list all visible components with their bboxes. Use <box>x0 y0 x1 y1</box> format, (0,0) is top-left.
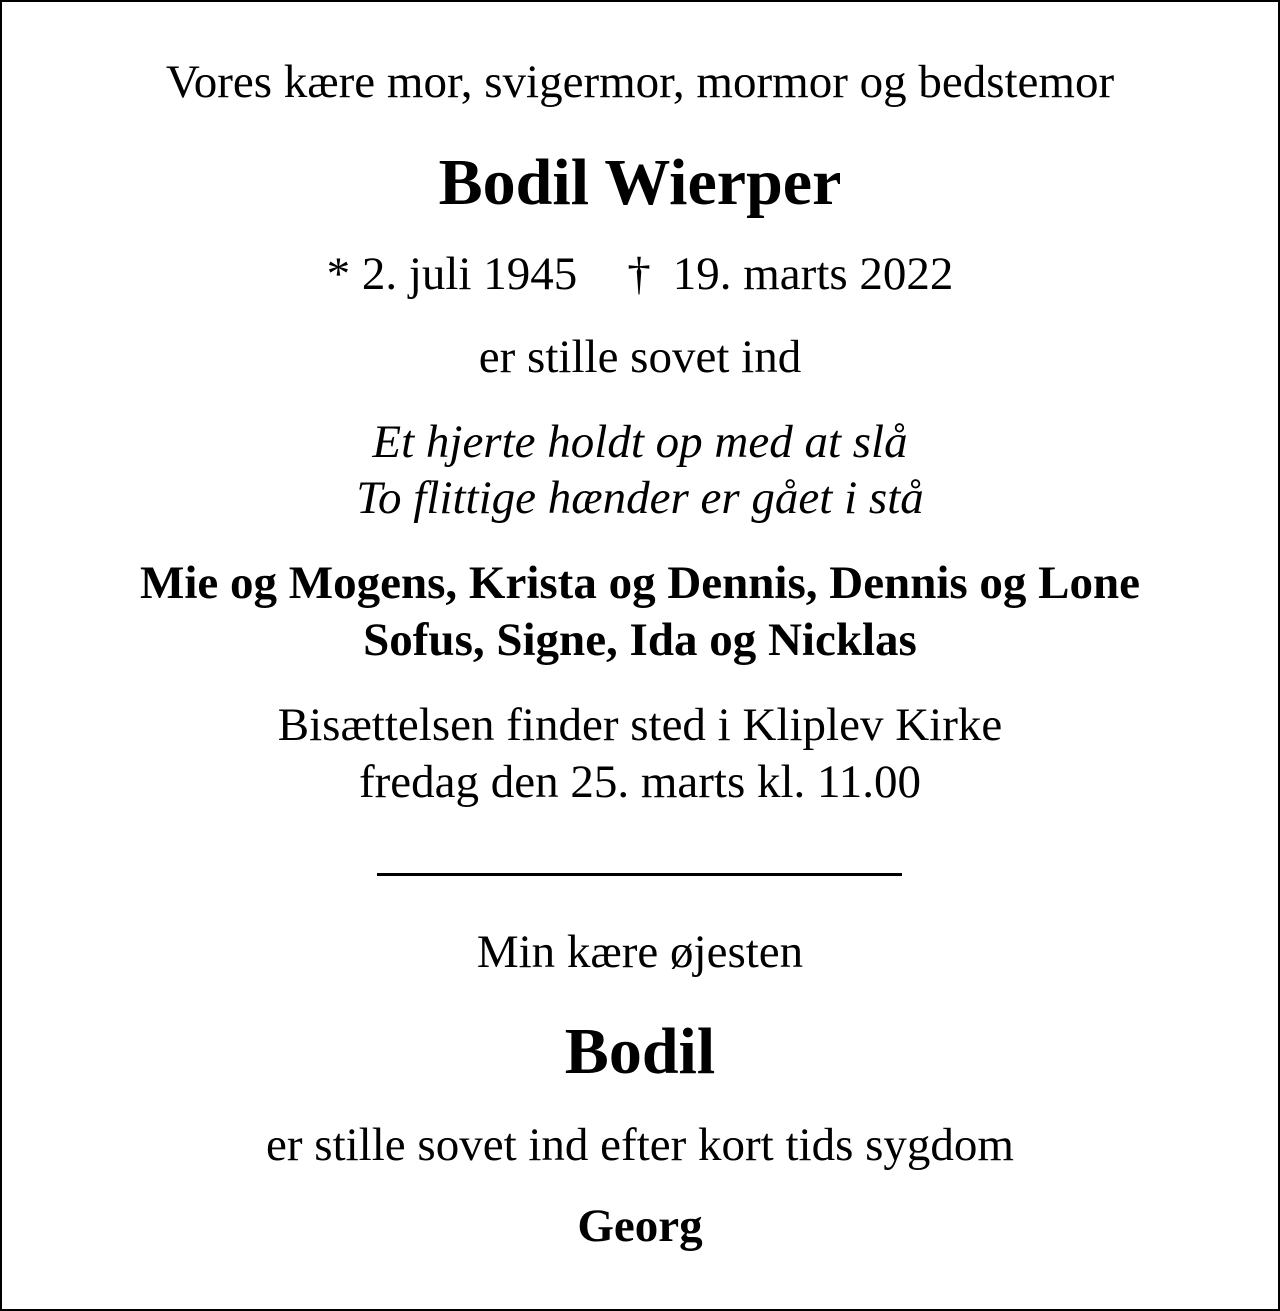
funeral-line: fredag den 25. marts kl. 11.00 <box>358 756 922 808</box>
verse-line: Et hjerte holdt op med at slå <box>372 416 908 468</box>
second-intro-text: Min kære øjesten <box>476 926 804 978</box>
cross-icon: † <box>627 248 651 300</box>
signature: Georg <box>577 1200 703 1252</box>
funeral-line: Bisættelsen finder sted i Kliplev Kirke <box>277 699 1003 751</box>
second-deceased-name: Bodil <box>564 1015 716 1088</box>
life-dates <box>0 244 1280 304</box>
verse-line: To flittige hænder er gået i stå <box>356 472 924 524</box>
family-line: Mie og Mogens, Krista og Dennis, Dennis og Lone <box>139 557 1141 609</box>
birth-date: * 2. juli 1945 <box>326 248 578 300</box>
death-date: 19. marts 2022 <box>672 248 954 300</box>
deceased-name: Bodil Wierper <box>438 146 842 219</box>
second-passed-text: er stille sovet ind efter kort tids sygdom <box>266 1119 1014 1171</box>
family-line: Sofus, Signe, Ida og Nicklas <box>363 614 917 666</box>
passed-text: er stille sovet ind <box>478 331 802 383</box>
divider-line <box>377 873 902 876</box>
intro-text: Vores kære mor, svigermor, mormor og bedstemor <box>165 56 1115 108</box>
